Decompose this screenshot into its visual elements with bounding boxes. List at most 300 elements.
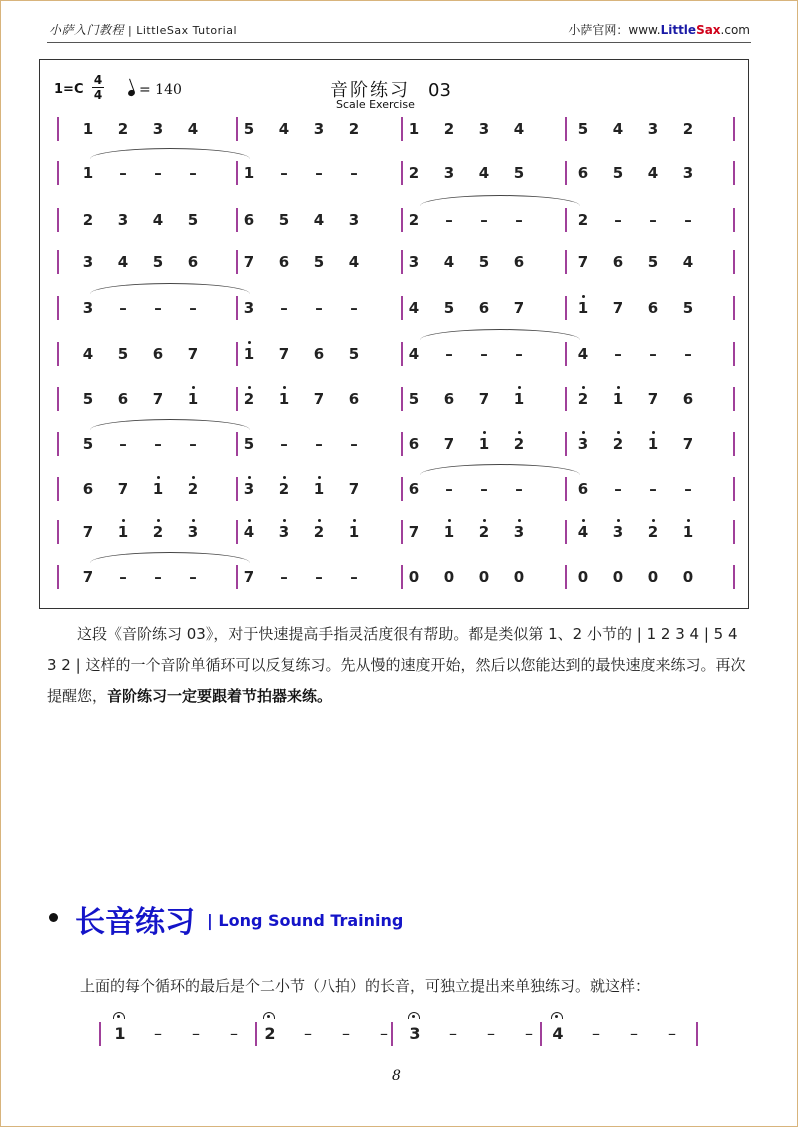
bar-line [565, 432, 567, 456]
url-prefix: www. [628, 23, 661, 37]
dash: – [280, 435, 288, 453]
octave-dot [652, 519, 655, 522]
octave-dot [157, 476, 160, 479]
note: 6 [278, 253, 290, 271]
dash: – [315, 568, 323, 586]
note: 7 [647, 390, 659, 408]
header-brand [49, 21, 237, 38]
note: 4 [577, 345, 589, 363]
note: 1 [573, 299, 593, 317]
bar-line [733, 432, 735, 456]
dash: – [119, 435, 127, 453]
note: 5 [243, 120, 255, 138]
octave-dot [353, 519, 356, 522]
note: 5 [408, 390, 420, 408]
note: 4 [278, 120, 290, 138]
note: 6 [513, 253, 525, 271]
dash: – [280, 568, 288, 586]
note: 3 [82, 253, 94, 271]
bar-line [236, 477, 238, 501]
note: 6 [408, 480, 420, 498]
bar-line [401, 117, 403, 141]
note: 6 [577, 480, 589, 498]
dash: – [614, 345, 622, 363]
note: 5 [152, 253, 164, 271]
octave-dot [582, 295, 585, 298]
note: 2 [239, 390, 259, 408]
note: 4 [408, 299, 420, 317]
note: 7 [443, 435, 455, 453]
note: 0 [682, 568, 694, 586]
note: 4 [82, 345, 94, 363]
bar-line [401, 161, 403, 185]
tie-slur [90, 283, 250, 294]
octave-dot [687, 519, 690, 522]
dash: – [614, 211, 622, 229]
note: 7 [152, 390, 164, 408]
note: 7 [313, 390, 325, 408]
octave-dot [617, 386, 620, 389]
bar-line [236, 117, 238, 141]
description-bold: 音阶练习一定要跟着节拍器来练。 [107, 687, 333, 705]
dash: – [684, 211, 692, 229]
octave-dot [248, 519, 251, 522]
dash: – [449, 1024, 457, 1043]
bar-line [733, 520, 735, 544]
octave-dot [318, 519, 321, 522]
note: 0 [443, 568, 455, 586]
dash: – [668, 1024, 676, 1043]
dash: – [350, 164, 358, 182]
dash: – [649, 211, 657, 229]
octave-dot [192, 386, 195, 389]
note: 1 [643, 435, 663, 453]
fermata-icon [551, 1012, 563, 1019]
tie-slur [90, 148, 250, 159]
header-site [568, 21, 750, 38]
note: 3 [573, 435, 593, 453]
score-title-num: 03 [428, 80, 451, 101]
fermata-note-digit: 4 [552, 1024, 564, 1043]
note: 6 [348, 390, 360, 408]
header-divider [47, 42, 751, 43]
bar-line [236, 432, 238, 456]
fermata-note [110, 1024, 130, 1043]
note: 7 [478, 390, 490, 408]
bar-line [733, 250, 735, 274]
bar-line [401, 387, 403, 411]
note: 5 [513, 164, 525, 182]
note: 6 [152, 345, 164, 363]
section-title: 长音练习 [75, 905, 195, 940]
dash: – [445, 480, 453, 498]
note: 2 [148, 523, 168, 541]
dash: – [192, 1024, 200, 1043]
note: 1 [82, 120, 94, 138]
note: 2 [573, 390, 593, 408]
note: 7 [117, 480, 129, 498]
bar-line [99, 1022, 101, 1046]
dash: – [189, 164, 197, 182]
dash: – [315, 435, 323, 453]
bar-line [236, 296, 238, 320]
note: 7 [577, 253, 589, 271]
bar-line [401, 342, 403, 366]
octave-dot [582, 431, 585, 434]
fermata-note [548, 1024, 568, 1043]
note: 3 [274, 523, 294, 541]
dash: – [230, 1024, 238, 1043]
note: 4 [313, 211, 325, 229]
bar-line [565, 477, 567, 501]
note: 4 [478, 164, 490, 182]
fermata-icon [113, 1012, 125, 1019]
dash: – [189, 435, 197, 453]
description-paragraph [47, 619, 750, 712]
url-red: Sax [696, 23, 721, 37]
octave-dot [283, 476, 286, 479]
octave-dot [582, 386, 585, 389]
note: 1 [309, 480, 329, 498]
header-brand-sub: | LittleSax Tutorial [128, 24, 238, 37]
score-subtitle: Scale Exercise [336, 98, 415, 111]
note: 3 [348, 211, 360, 229]
dash: – [350, 435, 358, 453]
octave-dot [617, 431, 620, 434]
note: 6 [647, 299, 659, 317]
page-number: 8 [392, 1068, 401, 1084]
note: 2 [309, 523, 329, 541]
note: 3 [408, 253, 420, 271]
quarter-note-icon [127, 89, 136, 97]
note: 5 [313, 253, 325, 271]
bar-line [57, 161, 59, 185]
note: 2 [183, 480, 203, 498]
bar-line [565, 208, 567, 232]
note: 2 [443, 120, 455, 138]
note: 6 [408, 435, 420, 453]
dash: – [304, 1024, 312, 1043]
note: 7 [612, 299, 624, 317]
note: 6 [82, 480, 94, 498]
dash: – [614, 480, 622, 498]
bar-line [255, 1022, 257, 1046]
url-suffix: .com [720, 23, 750, 37]
key-signature: 1=C [54, 82, 84, 97]
bar-line [57, 387, 59, 411]
note: 2 [577, 211, 589, 229]
octave-dot [248, 341, 251, 344]
note: 0 [513, 568, 525, 586]
dash: – [315, 164, 323, 182]
note: 3 [183, 523, 203, 541]
bar-line [57, 208, 59, 232]
long-sound-paragraph: 上面的每个循环的最后是个二小节（八拍）的长音，可独立提出来单独练习。就这样： [80, 977, 651, 995]
fermata-note [405, 1024, 425, 1043]
note: 7 [348, 480, 360, 498]
note: 5 [117, 345, 129, 363]
note: 1 [608, 390, 628, 408]
octave-dot [248, 476, 251, 479]
note: 6 [478, 299, 490, 317]
bar-line [733, 565, 735, 589]
octave-dot [518, 519, 521, 522]
note: 2 [408, 164, 420, 182]
time-sig-top: 4 [93, 73, 103, 87]
note: 5 [243, 435, 255, 453]
bar-line [733, 117, 735, 141]
bar-line [57, 296, 59, 320]
note: 4 [443, 253, 455, 271]
note: 4 [682, 253, 694, 271]
dash: – [315, 299, 323, 317]
bar-line [401, 565, 403, 589]
note: 1 [678, 523, 698, 541]
note: 4 [239, 523, 259, 541]
note: 1 [148, 480, 168, 498]
note: 5 [187, 211, 199, 229]
dash: – [515, 211, 523, 229]
note: 2 [408, 211, 420, 229]
fermata-note [260, 1024, 280, 1043]
score-sheet [39, 59, 749, 609]
dash: – [189, 299, 197, 317]
note: 2 [643, 523, 663, 541]
note: 4 [573, 523, 593, 541]
note: 6 [682, 390, 694, 408]
note: 7 [682, 435, 694, 453]
dash: – [380, 1024, 388, 1043]
note: 5 [478, 253, 490, 271]
note: 2 [348, 120, 360, 138]
octave-dot [157, 519, 160, 522]
bar-line [57, 565, 59, 589]
note: 6 [243, 211, 255, 229]
dash: – [189, 568, 197, 586]
dash: – [280, 299, 288, 317]
octave-dot [483, 431, 486, 434]
bar-line [733, 208, 735, 232]
note: 7 [243, 253, 255, 271]
note: 1 [439, 523, 459, 541]
bar-line [565, 161, 567, 185]
note: 1 [113, 523, 133, 541]
bar-line [733, 161, 735, 185]
dash: – [154, 568, 162, 586]
note: 5 [278, 211, 290, 229]
bar-line [57, 117, 59, 141]
dash: – [154, 1024, 162, 1043]
dash: – [280, 164, 288, 182]
bullet-icon [49, 913, 58, 922]
bar-line [565, 520, 567, 544]
note: 7 [82, 523, 94, 541]
note: 5 [682, 299, 694, 317]
bar-line [565, 117, 567, 141]
note: 1 [243, 164, 255, 182]
note: 4 [152, 211, 164, 229]
note: 2 [82, 211, 94, 229]
dash: – [154, 164, 162, 182]
bar-line [57, 250, 59, 274]
note: 5 [82, 390, 94, 408]
dash: – [684, 345, 692, 363]
note: 1 [239, 345, 259, 363]
bar-line [565, 565, 567, 589]
dash: – [445, 211, 453, 229]
dash: – [480, 480, 488, 498]
bar-line [733, 387, 735, 411]
octave-dot [318, 476, 321, 479]
dash: – [480, 345, 488, 363]
tie-slur [420, 329, 580, 340]
dash: – [119, 299, 127, 317]
octave-dot [483, 519, 486, 522]
bar-line [401, 208, 403, 232]
note: 3 [82, 299, 94, 317]
note: 3 [313, 120, 325, 138]
octave-dot [617, 519, 620, 522]
bar-line [540, 1022, 542, 1046]
note: 3 [608, 523, 628, 541]
note: 5 [612, 164, 624, 182]
note: 3 [239, 480, 259, 498]
note: 1 [274, 390, 294, 408]
dash: – [154, 299, 162, 317]
dash: – [350, 299, 358, 317]
note: 7 [187, 345, 199, 363]
octave-dot [248, 386, 251, 389]
note: 6 [443, 390, 455, 408]
tempo-marking [128, 82, 182, 98]
tempo-value: = 140 [139, 82, 182, 98]
note: 2 [274, 480, 294, 498]
bar-line [57, 520, 59, 544]
header-site-label: 小萨官网： [568, 23, 629, 37]
note: 5 [577, 120, 589, 138]
note: 6 [117, 390, 129, 408]
dash: – [630, 1024, 638, 1043]
note: 3 [478, 120, 490, 138]
section-subtitle: | Long Sound Training [207, 911, 404, 930]
note: 0 [612, 568, 624, 586]
note: 5 [82, 435, 94, 453]
description-text: 这段《音阶练习 03》，对于快速提高手指灵活度很有帮助。都是类似第 1、2 小节的 | 1 2 3 4 | 5 4 3 2 | 这样的一个音阶单循环可以反复练习。先从慢的速度开始，然后以您能达到的最快速度来练习。再次提醒您， [47, 625, 746, 705]
bar-line [565, 342, 567, 366]
bar-line [57, 477, 59, 501]
note: 3 [443, 164, 455, 182]
note: 1 [82, 164, 94, 182]
note: 3 [647, 120, 659, 138]
fermata-note-digit: 1 [114, 1024, 126, 1043]
dash: – [480, 211, 488, 229]
note: 2 [509, 435, 529, 453]
note: 6 [612, 253, 624, 271]
note: 4 [612, 120, 624, 138]
note: 7 [82, 568, 94, 586]
octave-dot [582, 519, 585, 522]
note: 7 [278, 345, 290, 363]
bar-line [401, 477, 403, 501]
bar-line [236, 250, 238, 274]
fermata-icon [263, 1012, 275, 1019]
dash: – [154, 435, 162, 453]
octave-dot [448, 519, 451, 522]
note: 7 [513, 299, 525, 317]
note: 5 [348, 345, 360, 363]
note: 4 [408, 345, 420, 363]
dash: – [350, 568, 358, 586]
bar-line [57, 432, 59, 456]
note: 1 [183, 390, 203, 408]
fermata-note-digit: 2 [264, 1024, 276, 1043]
dash: – [515, 345, 523, 363]
dash: – [487, 1024, 495, 1043]
note: 6 [313, 345, 325, 363]
note: 6 [187, 253, 199, 271]
note: 4 [187, 120, 199, 138]
note: 4 [117, 253, 129, 271]
bar-line [401, 296, 403, 320]
note: 3 [509, 523, 529, 541]
bar-line [57, 342, 59, 366]
note: 0 [577, 568, 589, 586]
tie-slur [90, 552, 250, 563]
octave-dot [518, 431, 521, 434]
octave-dot [283, 386, 286, 389]
note: 0 [647, 568, 659, 586]
note: 3 [682, 164, 694, 182]
bar-line [236, 208, 238, 232]
note: 2 [608, 435, 628, 453]
bar-line [733, 296, 735, 320]
octave-dot [192, 519, 195, 522]
note: 4 [647, 164, 659, 182]
note: 4 [348, 253, 360, 271]
bar-line [733, 477, 735, 501]
dash: – [119, 164, 127, 182]
dash: – [445, 345, 453, 363]
note: 2 [117, 120, 129, 138]
bar-line [565, 387, 567, 411]
note: 1 [408, 120, 420, 138]
time-signature [92, 74, 104, 102]
octave-dot [192, 476, 195, 479]
note: 4 [513, 120, 525, 138]
note: 2 [682, 120, 694, 138]
dash: – [649, 480, 657, 498]
note: 1 [344, 523, 364, 541]
dash: – [342, 1024, 350, 1043]
time-sig-bottom: 4 [93, 88, 103, 102]
fermata-note-digit: 3 [409, 1024, 421, 1043]
note: 0 [478, 568, 490, 586]
dash: – [515, 480, 523, 498]
score-title-text: 音阶练习 [330, 80, 410, 101]
url-blue: Little [660, 23, 697, 37]
note: 7 [243, 568, 255, 586]
note: 5 [647, 253, 659, 271]
fermata-icon [408, 1012, 420, 1019]
header-brand-name: 小萨入门教程 [49, 23, 125, 37]
octave-dot [122, 519, 125, 522]
note: 1 [474, 435, 494, 453]
note: 5 [443, 299, 455, 317]
dash: – [684, 480, 692, 498]
bar-line [236, 342, 238, 366]
dash: – [525, 1024, 533, 1043]
octave-dot [652, 431, 655, 434]
